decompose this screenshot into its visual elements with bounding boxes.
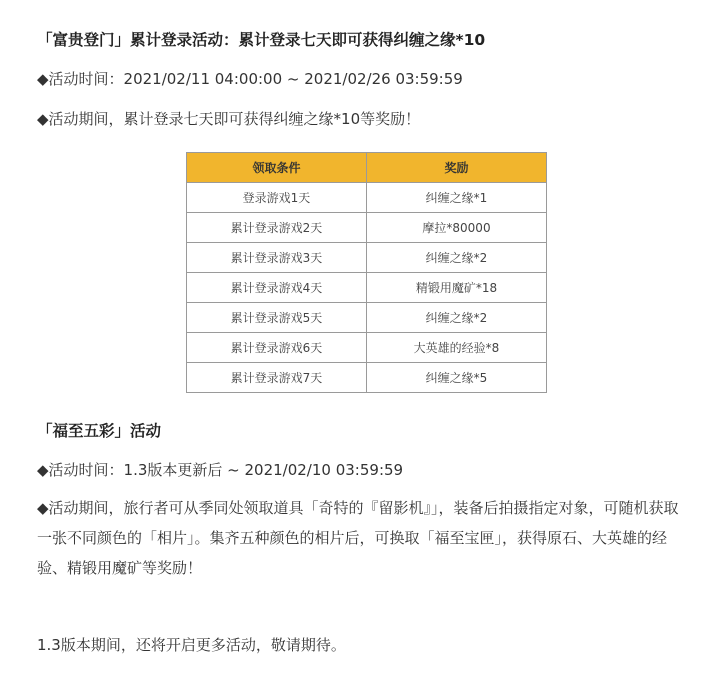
event2-title: 「福至五彩」活动 <box>37 422 162 440</box>
condition-cell: 累计登录游戏6天 <box>187 333 367 363</box>
table-row <box>187 243 547 273</box>
table-row <box>187 303 547 333</box>
table-row <box>187 363 547 393</box>
reward-cell: 纠缠之缘*5 <box>367 363 547 393</box>
condition-cell: 累计登录游戏3天 <box>187 243 367 273</box>
condition-cell: 累计登录游戏5天 <box>187 303 367 333</box>
event2-description: ◆活动期间，旅行者可从季同处领取道具「奇特的『留影机』」，装备后拍摄指定对象，可随机获取一张不同颜色的「相片」。集齐五种颜色的相片后，可换取「福至宝匣」，获得原石、大英雄的经验、精锻用魔矿等奖励！ <box>37 499 679 577</box>
reward-cell: 纠缠之缘*2 <box>367 303 547 333</box>
condition-cell: 累计登录游戏4天 <box>187 273 367 303</box>
reward-cell: 纠缠之缘*2 <box>367 243 547 273</box>
header-condition: 领取条件 <box>187 153 367 183</box>
event1-description: ◆活动期间，累计登录七天即可获得纠缠之缘*10等奖励！ <box>37 110 421 128</box>
event1-title: 「富贵登门」累计登录活动：累计登录七天即可获得纠缠之缘*10 <box>37 31 486 49</box>
table-row <box>187 333 547 363</box>
condition-cell: 登录游戏1天 <box>187 183 367 213</box>
event2-time: ◆活动时间：1.3版本更新后 ~ 2021/02/10 03:59:59 <box>37 461 404 479</box>
footer-note: 1.3版本期间，还将开启更多活动，敬请期待。 <box>37 636 346 654</box>
condition-cell: 累计登录游戏7天 <box>187 363 367 393</box>
event1-time: ◆活动时间：2021/02/11 04:00:00 ~ 2021/02/26 03:59:59 <box>37 70 463 88</box>
table-row <box>187 183 547 213</box>
rewards-table <box>186 152 547 393</box>
reward-cell: 纠缠之缘*1 <box>367 183 547 213</box>
reward-cell: 精锻用魔矿*18 <box>367 273 547 303</box>
table-header-row <box>187 153 547 183</box>
reward-cell: 大英雄的经验*8 <box>367 333 547 363</box>
table-row <box>187 273 547 303</box>
table-row <box>187 213 547 243</box>
condition-cell: 累计登录游戏2天 <box>187 213 367 243</box>
header-reward: 奖励 <box>367 153 547 183</box>
reward-cell: 摩拉*80000 <box>367 213 547 243</box>
